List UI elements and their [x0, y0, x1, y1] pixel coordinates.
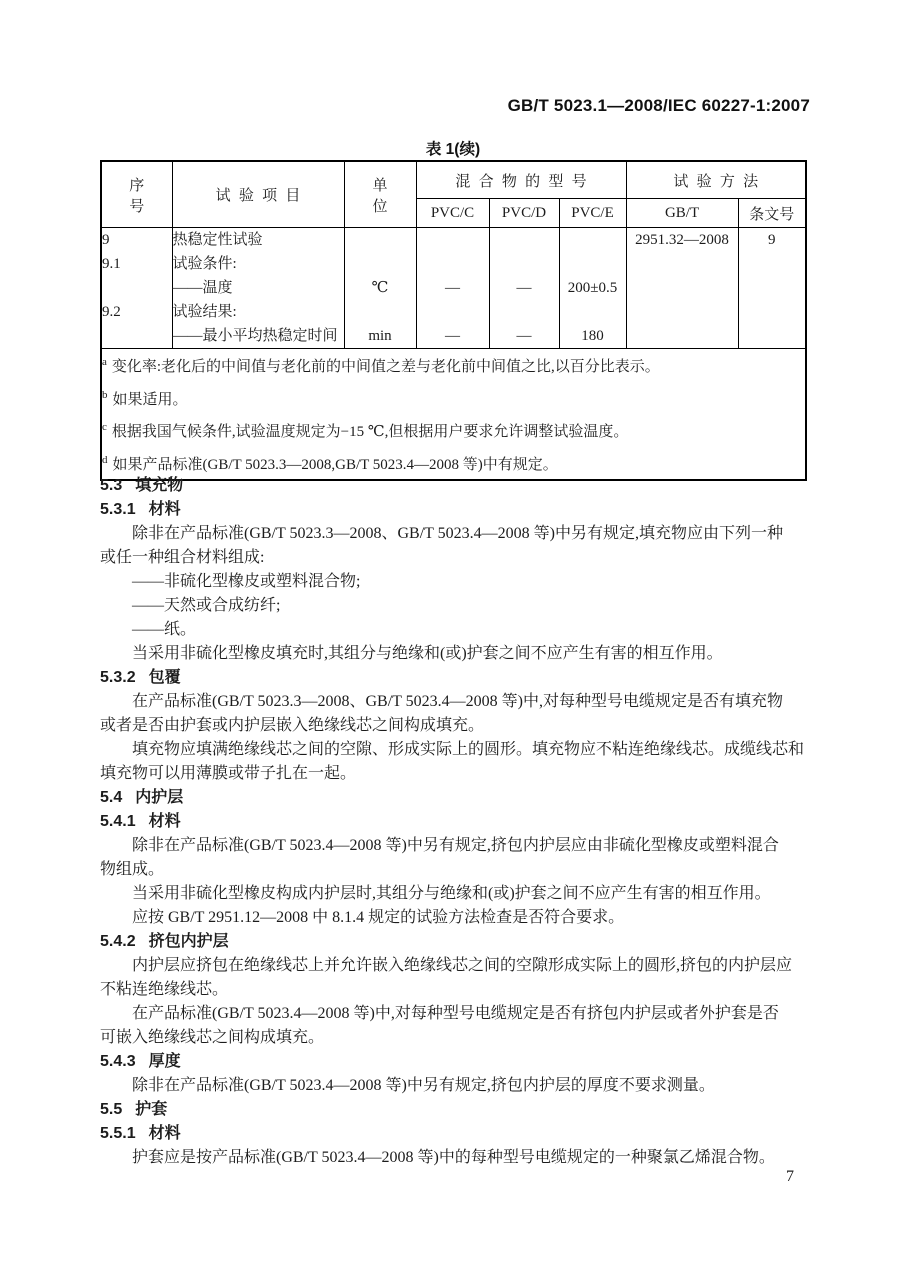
page-number: 7: [786, 1168, 794, 1185]
table-cell-gbt: [626, 228, 738, 349]
section-heading-5.5: [100, 1098, 812, 1122]
cell-line: [560, 228, 626, 252]
cell-line: 9.2: [102, 304, 121, 320]
cell-line: [102, 276, 172, 300]
col-header-unit: 单位: [344, 161, 416, 228]
section-heading-5.3: [100, 474, 812, 498]
cell-line: [627, 300, 738, 324]
cell-line: [417, 228, 489, 252]
table-title: [100, 137, 806, 159]
cell-line: ——最小平均热稳定时间: [172, 328, 338, 344]
table-cell-pvc-c: [416, 228, 489, 349]
cell-line: ℃: [371, 280, 389, 296]
paragraph-line: 填充物应填满绝缘线芯之间的空隙、形成实际上的圆形。填充物应不粘连绝缘线芯。成缆线芯和: [132, 741, 805, 758]
cell-line: [417, 252, 489, 276]
col-header-method-group: 试验方法: [626, 161, 806, 199]
heading-title: 包覆: [148, 669, 181, 686]
table-cell-unit: [344, 228, 416, 349]
heading-number: 5.5.1: [100, 1125, 136, 1142]
cell-line: —: [516, 328, 532, 344]
cell-line: —: [445, 328, 460, 344]
section-heading-5.4.2: [100, 930, 812, 954]
heading-title: 挤包内护层: [148, 933, 229, 950]
paragraph-line: 除非在产品标准(GB/T 5023.4—2008 等)中另有规定,挤包内护层的厚度不要求测量。: [132, 1077, 715, 1094]
heading-number: 5.4: [100, 789, 123, 806]
cell-line: min: [368, 328, 392, 344]
cell-line: 2951.32—2008: [635, 232, 729, 248]
cell-line: —: [516, 280, 532, 296]
footnote-text: 如果适用。: [112, 391, 188, 408]
paragraph-line: 当采用非硫化型橡皮填充时,其组分与绝缘和(或)护套之间不应产生有害的相互作用。: [132, 645, 723, 662]
cell-line: [417, 300, 489, 324]
cell-line: [102, 324, 172, 348]
paragraph-line: 除非在产品标准(GB/T 5023.3—2008、GB/T 5023.4—2008 等)中另有规定,填充物应由下列一种: [132, 525, 783, 542]
cell-line: 180: [581, 328, 604, 344]
spec-table: [100, 160, 807, 481]
list-item-line: ——天然或合成纺纤;: [132, 597, 281, 614]
cell-line: 试验条件:: [172, 256, 237, 272]
footnote-c: [102, 414, 805, 447]
table-footnotes: [101, 349, 806, 481]
cell-line: 9: [102, 232, 110, 248]
cell-line: [490, 228, 559, 252]
cell-line: 200±0.5: [567, 280, 618, 296]
footnote-marker: c: [102, 421, 107, 433]
paragraph-line: 物组成。: [100, 861, 165, 878]
paragraph-line: 当采用非硫化型橡皮构成内护层时,其组分与绝缘和(或)护套之间不应产生有害的相互作用。: [132, 885, 771, 902]
heading-number: 5.4.3: [100, 1053, 136, 1070]
cell-line: —: [445, 280, 460, 296]
cell-line: [345, 300, 416, 324]
paragraph-line: 在产品标准(GB/T 5023.4—2008 等)中,对每种型号电缆规定是否有挤包内护层或者外护套是否: [132, 1005, 779, 1022]
heading-number: 5.3.2: [100, 669, 136, 686]
cell-line: [739, 276, 806, 300]
list-item-line: ——非硫化型橡皮或塑料混合物;: [132, 573, 361, 590]
cell-line: [739, 300, 806, 324]
footnote-text: 如果产品标准(GB/T 5023.3—2008,GB/T 5023.4—2008 等)中有规定。: [112, 456, 558, 473]
cell-line: [627, 324, 738, 348]
heading-title: 材料: [148, 501, 181, 518]
paragraph-line: 护套应是按产品标准(GB/T 5023.4—2008 等)中的每种型号电缆规定的一种聚氯乙烯混合物。: [132, 1149, 775, 1166]
footnote-a: [102, 349, 805, 382]
paragraph-line: 在产品标准(GB/T 5023.3—2008、GB/T 5023.4—2008 等)中,对每种型号电缆规定是否有填充物: [132, 693, 783, 710]
table-footnote-row: [101, 349, 806, 481]
footnote-marker: b: [102, 388, 108, 401]
cell-line: 试验结果:: [172, 304, 237, 320]
col-header-pvc-c: PVC/C: [416, 199, 489, 228]
paragraph-line: 填充物可以用薄膜或带子扎在一起。: [100, 765, 357, 782]
table-cell-pvc-e: [559, 228, 626, 349]
footnote-b: [102, 382, 805, 415]
cell-line: [560, 252, 626, 276]
section-heading-5.4.3: [100, 1050, 812, 1074]
footnote-marker: a: [102, 356, 107, 368]
footnote-text: 根据我国气候条件,试验温度规定为−15 ℃,但根据用户要求允许调整试验温度。: [111, 424, 629, 440]
paragraph-line: 不粘连绝缘线芯。: [100, 981, 229, 998]
col-header-mixture-group: 混合物的型号: [416, 161, 626, 199]
table-title-text: 表 1(续): [425, 141, 481, 158]
col-header-item: 试验项目: [172, 161, 344, 228]
section-heading-5.4: [100, 786, 812, 810]
table-body-row: [101, 228, 806, 349]
heading-title: 材料: [148, 1125, 181, 1142]
cell-line: [627, 276, 738, 300]
cell-line: [490, 252, 559, 276]
paragraph-line: 可嵌入绝缘线芯之间构成填充。: [100, 1029, 325, 1046]
section-heading-5.3.2: [100, 666, 812, 690]
heading-title: 材料: [148, 813, 181, 830]
heading-number: 5.4.1: [100, 813, 136, 830]
table-cell-pvc-d: [489, 228, 559, 349]
section-heading-5.4.1: [100, 810, 812, 834]
heading-title: 厚度: [148, 1053, 181, 1070]
table-cell-clause: [738, 228, 806, 349]
heading-number: 5.5: [100, 1101, 123, 1118]
footnote-marker: d: [102, 453, 108, 466]
col-header-pvc-e: PVC/E: [559, 199, 626, 228]
paragraph-line: 应按 GB/T 2951.12—2008 中 8.1.4 规定的试验方法检查是否符合要求。: [132, 909, 625, 926]
paragraph-line: 除非在产品标准(GB/T 5023.4—2008 等)中另有规定,挤包内护层应由非硫化型橡皮或塑料混合: [132, 837, 779, 854]
cell-line: ——温度: [172, 280, 233, 296]
heading-title: 填充物: [135, 477, 184, 494]
table-cell-seq: [101, 228, 172, 349]
col-header-pvc-d: PVC/D: [489, 199, 559, 228]
cell-line: 9: [768, 232, 776, 248]
heading-title: 内护层: [135, 789, 184, 806]
section-heading-5.3.1: [100, 498, 812, 522]
document-sections: [100, 474, 812, 1170]
heading-number: 5.3.1: [100, 501, 136, 518]
heading-number: 5.4.2: [100, 933, 136, 950]
cell-line: [739, 252, 806, 276]
cell-line: [490, 300, 559, 324]
paragraph-line: 或任一种组合材料组成:: [100, 549, 265, 566]
col-header-seq: 序号: [101, 161, 172, 228]
cell-line: 热稳定性试验: [172, 232, 263, 248]
paragraph-line: 或者是否由护套或内护层嵌入绝缘线芯之间构成填充。: [100, 717, 485, 734]
heading-number: 5.3: [100, 477, 123, 494]
cell-line: [345, 228, 416, 252]
list-item-line: ——纸。: [132, 621, 197, 638]
cell-line: [560, 300, 626, 324]
col-header-clause: 条文号: [738, 199, 806, 228]
doc-code: GB/T 5023.1—2008/IEC 60227-1:2007: [507, 96, 810, 115]
table-cell-item: [172, 228, 344, 349]
section-heading-5.5.1: [100, 1122, 812, 1146]
col-header-gbt: GB/T: [626, 199, 738, 228]
paragraph-line: 内护层应挤包在绝缘线芯上并允许嵌入绝缘线芯之间的空隙形成实际上的圆形,挤包的内护层应: [132, 957, 793, 974]
footnote-text: 变化率:老化后的中间值与老化前的中间值之差与老化前中间值之比,以百分比表示。: [111, 359, 660, 375]
heading-title: 护套: [135, 1101, 168, 1118]
cell-line: [627, 252, 738, 276]
running-header: [508, 96, 810, 116]
cell-line: [345, 252, 416, 276]
cell-line: [739, 324, 806, 348]
cell-line: 9.1: [102, 256, 121, 272]
